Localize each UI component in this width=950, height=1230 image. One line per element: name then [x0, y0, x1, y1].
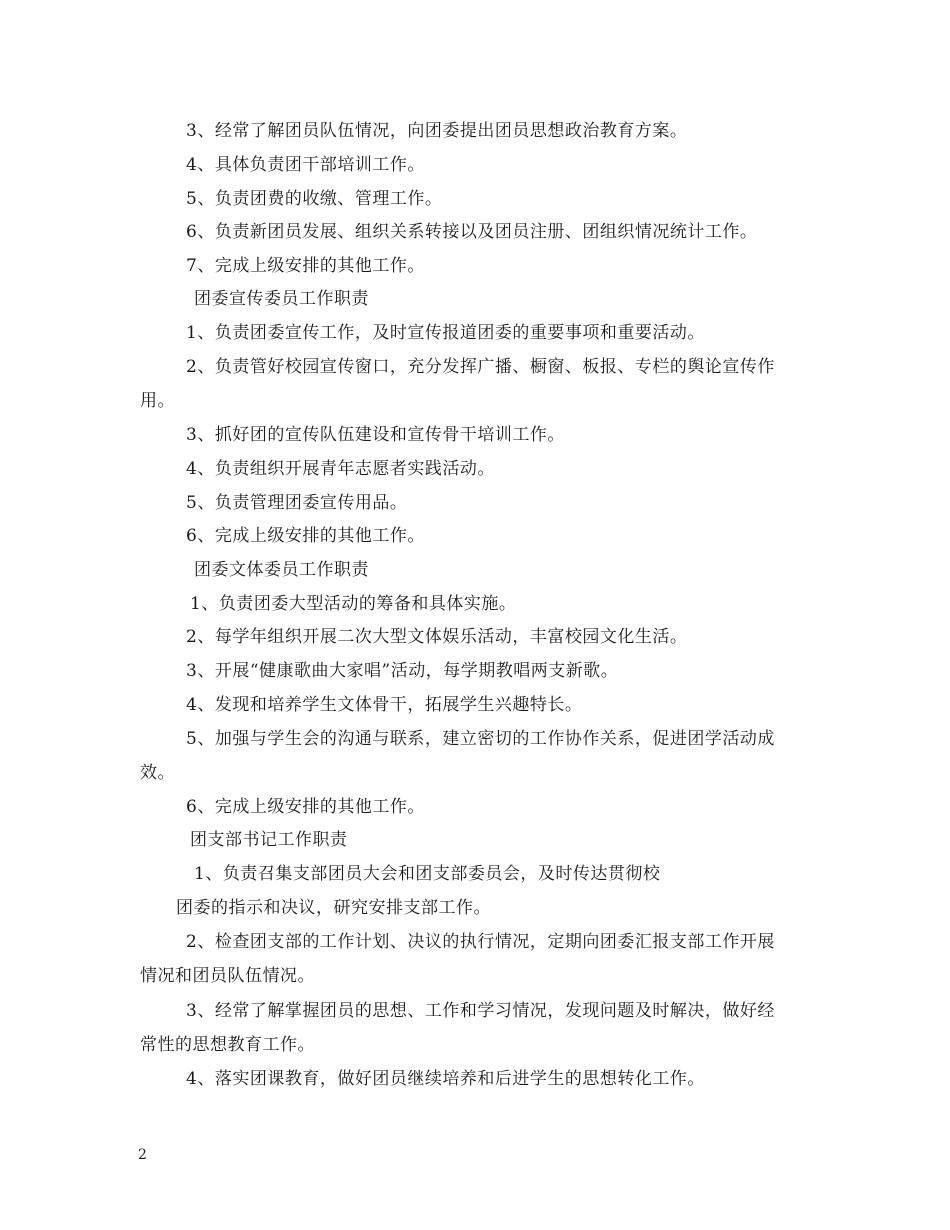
text-line: 1、负责团委宣传工作，及时宣传报道团委的重要事项和重要活动。: [186, 323, 705, 343]
text-line: 1、负责团委大型活动的筹备和具体实施。: [190, 594, 517, 614]
text-line: 4、发现和培养学生文体骨干，拓展学生兴趣特长。: [186, 695, 583, 715]
text-line: 4、落实团课教育，做好团员继续培养和后进学生的思想转化工作。: [186, 1069, 705, 1089]
text-line: 2、负责管好校园宣传窗口，充分发挥广播、橱窗、板报、专栏的舆论宣传作: [186, 357, 775, 377]
text-line: 5、加强与学生会的沟通与联系，建立密切的工作协作关系，促进团学活动成: [186, 729, 775, 749]
text-line: 5、负责管理团委宣传用品。: [186, 493, 408, 513]
text-line: 2、检查团支部的工作计划、决议的执行情况，定期向团委汇报支部工作开展: [186, 932, 775, 952]
text-line: 2、每学年组织开展二次大型文体娱乐活动，丰富校园文化生活。: [186, 627, 688, 647]
section-heading: 团委宣传委员工作职责: [194, 289, 369, 309]
text-line: 3、开展“健康歌曲大家唱”活动，每学期教唱两支新歌。: [186, 661, 619, 681]
text-line: 6、完成上级安排的其他工作。: [186, 526, 425, 546]
text-line: 3、经常了解掌握团员的思想、工作和学习情况，发现问题及时解决，做好经: [186, 1001, 775, 1021]
text-line: 7、完成上级安排的其他工作。: [186, 256, 425, 276]
page-number: 2: [138, 1147, 147, 1163]
text-line: 常性的思想教育工作。: [140, 1035, 315, 1055]
text-line: 4、具体负责团干部培训工作。: [186, 155, 425, 175]
text-line: 6、负责新团员发展、组织关系转接以及团员注册、团组织情况统计工作。: [186, 222, 758, 242]
text-line: 5、负责团费的收缴、管理工作。: [186, 189, 443, 209]
text-line: 情况和团员队伍情况。: [140, 966, 315, 986]
text-line: 用。: [140, 391, 175, 411]
text-line: 4、负责组织开展青年志愿者实践活动。: [186, 459, 495, 479]
section-heading: 团委文体委员工作职责: [194, 560, 369, 580]
text-line: 3、抓好团的宣传队伍建设和宣传骨干培训工作。: [186, 425, 565, 445]
text-line: 3、经常了解团员队伍情况，向团委提出团员思想政治教育方案。: [186, 121, 688, 141]
text-line: 团委的指示和决议，研究安排支部工作。: [176, 898, 491, 918]
text-line: 效。: [140, 763, 175, 783]
text-line: 1、负责召集支部团员大会和团支部委员会，及时传达贯彻校: [194, 864, 661, 884]
text-line: 6、完成上级安排的其他工作。: [186, 797, 425, 817]
section-heading: 团支部书记工作职责: [190, 830, 348, 850]
